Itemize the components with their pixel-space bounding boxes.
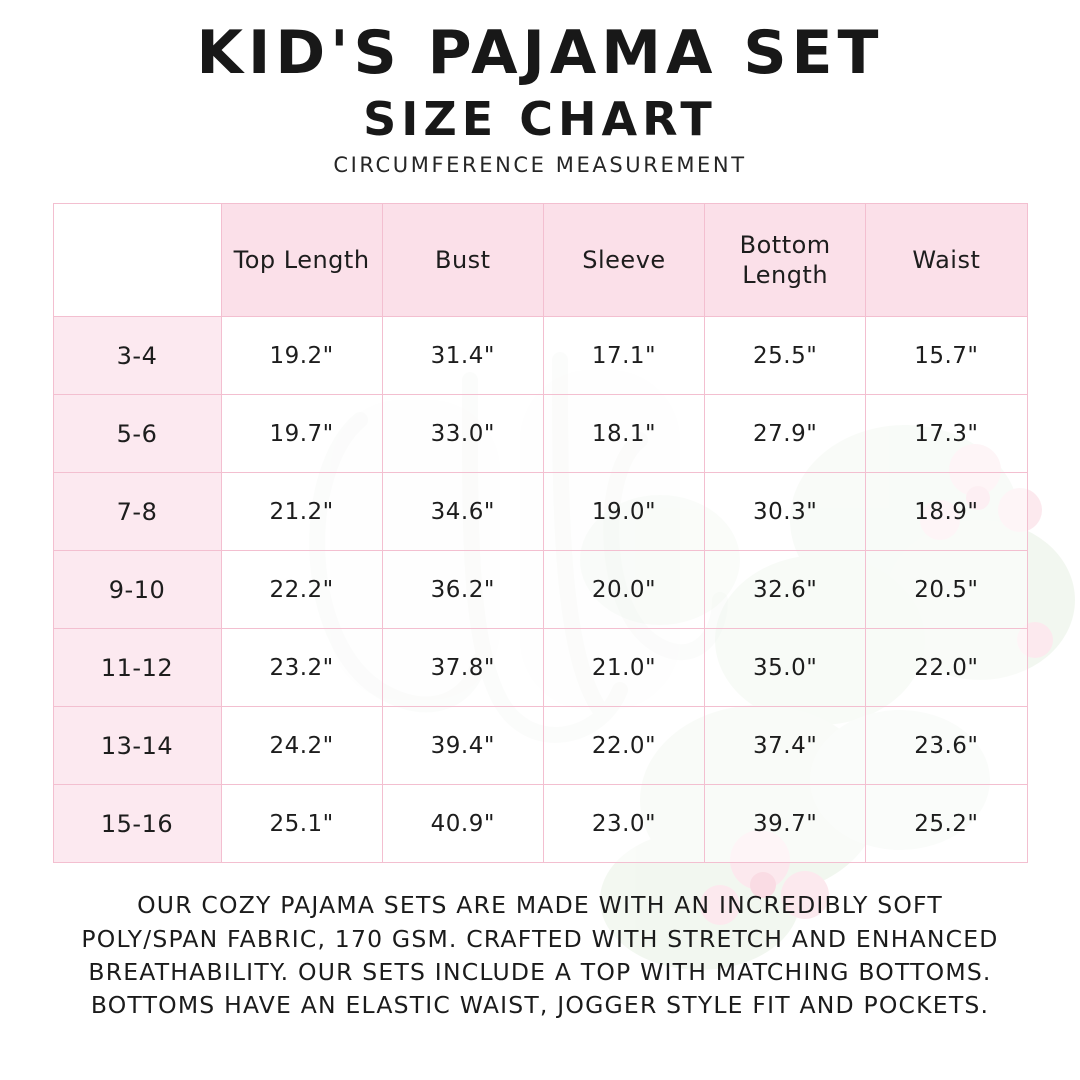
table-row bbox=[53, 473, 1027, 551]
cell-sleeve: 17.1" bbox=[543, 317, 704, 395]
cell-waist: 25.2" bbox=[866, 785, 1027, 863]
row-header-size: 9-10 bbox=[53, 551, 221, 629]
cell-top-length: 19.2" bbox=[221, 317, 382, 395]
cell-waist: 17.3" bbox=[866, 395, 1027, 473]
size-chart-table bbox=[53, 203, 1028, 863]
column-header-top-length: Top Length bbox=[221, 204, 382, 317]
cell-bust: 37.8" bbox=[382, 629, 543, 707]
cell-bottom-length: 39.7" bbox=[705, 785, 866, 863]
column-header-bottom-length: Bottom Length bbox=[705, 204, 866, 317]
cell-sleeve: 22.0" bbox=[543, 707, 704, 785]
cell-top-length: 19.7" bbox=[221, 395, 382, 473]
cell-bottom-length: 25.5" bbox=[705, 317, 866, 395]
column-header-bust: Bust bbox=[382, 204, 543, 317]
table-row bbox=[53, 785, 1027, 863]
cell-top-length: 25.1" bbox=[221, 785, 382, 863]
cell-waist: 23.6" bbox=[866, 707, 1027, 785]
table-header-row bbox=[53, 204, 1027, 317]
table-row bbox=[53, 551, 1027, 629]
cell-top-length: 22.2" bbox=[221, 551, 382, 629]
page-subtitle: SIZE CHART bbox=[363, 92, 717, 146]
cell-bottom-length: 30.3" bbox=[705, 473, 866, 551]
size-chart-table-wrap bbox=[53, 203, 1028, 863]
row-header-size: 13-14 bbox=[53, 707, 221, 785]
cell-waist: 15.7" bbox=[866, 317, 1027, 395]
cell-sleeve: 23.0" bbox=[543, 785, 704, 863]
cell-bottom-length: 27.9" bbox=[705, 395, 866, 473]
cell-waist: 18.9" bbox=[866, 473, 1027, 551]
cell-sleeve: 21.0" bbox=[543, 629, 704, 707]
table-head bbox=[53, 204, 1027, 317]
cell-sleeve: 20.0" bbox=[543, 551, 704, 629]
cell-top-length: 24.2" bbox=[221, 707, 382, 785]
cell-sleeve: 19.0" bbox=[543, 473, 704, 551]
description-line: OUR COZY PAJAMA SETS ARE MADE WITH AN INCREDIBLY SOFT bbox=[137, 891, 943, 920]
cell-bottom-length: 35.0" bbox=[705, 629, 866, 707]
row-header-size: 15-16 bbox=[53, 785, 221, 863]
cell-bust: 36.2" bbox=[382, 551, 543, 629]
description-line: BOTTOMS HAVE AN ELASTIC WAIST, JOGGER STYLE FIT AND POCKETS. bbox=[90, 991, 990, 1020]
cell-bust: 33.0" bbox=[382, 395, 543, 473]
row-header-size: 11-12 bbox=[53, 629, 221, 707]
row-header-size: 7-8 bbox=[53, 473, 221, 551]
row-header-size: 3-4 bbox=[53, 317, 221, 395]
table-corner-cell bbox=[53, 204, 221, 317]
row-header-size: 5-6 bbox=[53, 395, 221, 473]
cell-bottom-length: 32.6" bbox=[705, 551, 866, 629]
description-line: BREATHABILITY. OUR SETS INCLUDE A TOP WITH MATCHING BOTTOMS. bbox=[88, 958, 992, 987]
cell-top-length: 21.2" bbox=[221, 473, 382, 551]
cell-waist: 22.0" bbox=[866, 629, 1027, 707]
cell-bust: 40.9" bbox=[382, 785, 543, 863]
cell-bottom-length: 37.4" bbox=[705, 707, 866, 785]
description-line: POLY/SPAN FABRIC, 170 GSM. CRAFTED WITH STRETCH AND ENHANCED bbox=[81, 924, 999, 953]
table-row bbox=[53, 629, 1027, 707]
cell-waist: 20.5" bbox=[866, 551, 1027, 629]
table-body bbox=[53, 317, 1027, 863]
measurement-caption: CIRCUMFERENCE MEASUREMENT bbox=[333, 153, 747, 178]
table-row bbox=[53, 395, 1027, 473]
table-row bbox=[53, 317, 1027, 395]
cell-top-length: 23.2" bbox=[221, 629, 382, 707]
column-header-waist: Waist bbox=[866, 204, 1027, 317]
cell-bust: 39.4" bbox=[382, 707, 543, 785]
cell-sleeve: 18.1" bbox=[543, 395, 704, 473]
column-header-sleeve: Sleeve bbox=[543, 204, 704, 317]
cell-bust: 31.4" bbox=[382, 317, 543, 395]
page-title: KID'S PAJAMA SET bbox=[196, 18, 884, 88]
table-row bbox=[53, 707, 1027, 785]
cell-bust: 34.6" bbox=[382, 473, 543, 551]
fabric-description bbox=[30, 889, 1050, 1022]
